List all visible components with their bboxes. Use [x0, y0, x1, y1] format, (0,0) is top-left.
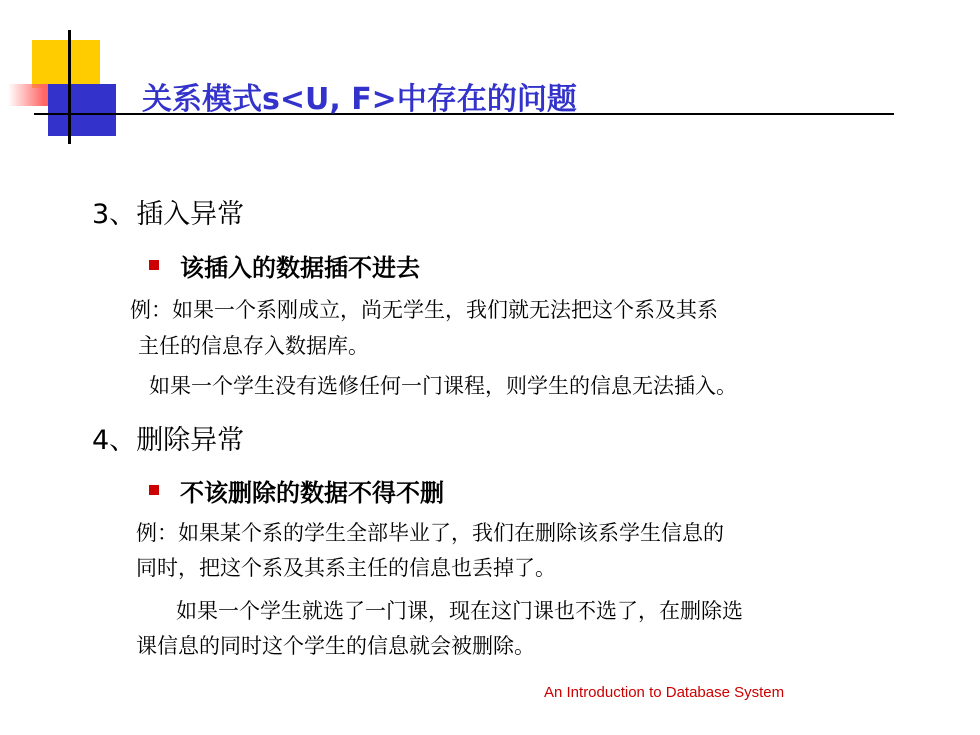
section-number: 3、 [92, 199, 137, 230]
logo-yellow-square [32, 40, 100, 88]
example-insert-line-3: 如果一个学生没有选修任何一门课程，则学生的信息无法插入。 [149, 374, 737, 398]
example-delete-line-3: 如果一个学生就选了一门课，现在这门课也不选了，在删除选 [176, 599, 743, 623]
logo-vertical-line [68, 30, 71, 144]
logo-blue-square [48, 84, 116, 136]
subheading-insert: 该插入的数据插不进去 [180, 253, 420, 282]
section-heading-insert-anomaly [92, 192, 244, 231]
bullet-square-icon [149, 485, 159, 495]
slide-title: 关系模式s<U, F>中存在的问题 [142, 82, 577, 117]
footer-course-name: An Introduction to Database System [544, 684, 785, 701]
bullet-square-icon [149, 260, 159, 270]
example-insert-line-1: 例：如果一个系刚成立，尚无学生，我们就无法把这个系及其系 [130, 298, 718, 322]
example-delete-line-4: 课信息的同时这个学生的信息就会被删除。 [136, 634, 535, 658]
section-number: 4、 [92, 425, 137, 456]
example-insert-line-2: 主任的信息存入数据库。 [138, 334, 369, 358]
section-heading-delete-anomaly [92, 418, 244, 457]
example-delete-line-1: 例：如果某个系的学生全部毕业了，我们在删除该系学生信息的 [136, 521, 724, 545]
example-delete-line-2: 同时，把这个系及其系主任的信息也丢掉了。 [136, 556, 556, 580]
section-heading-text: 插入异常 [136, 199, 245, 230]
subheading-delete: 不该删除的数据不得不删 [180, 478, 444, 507]
section-heading-text: 删除异常 [136, 425, 245, 456]
